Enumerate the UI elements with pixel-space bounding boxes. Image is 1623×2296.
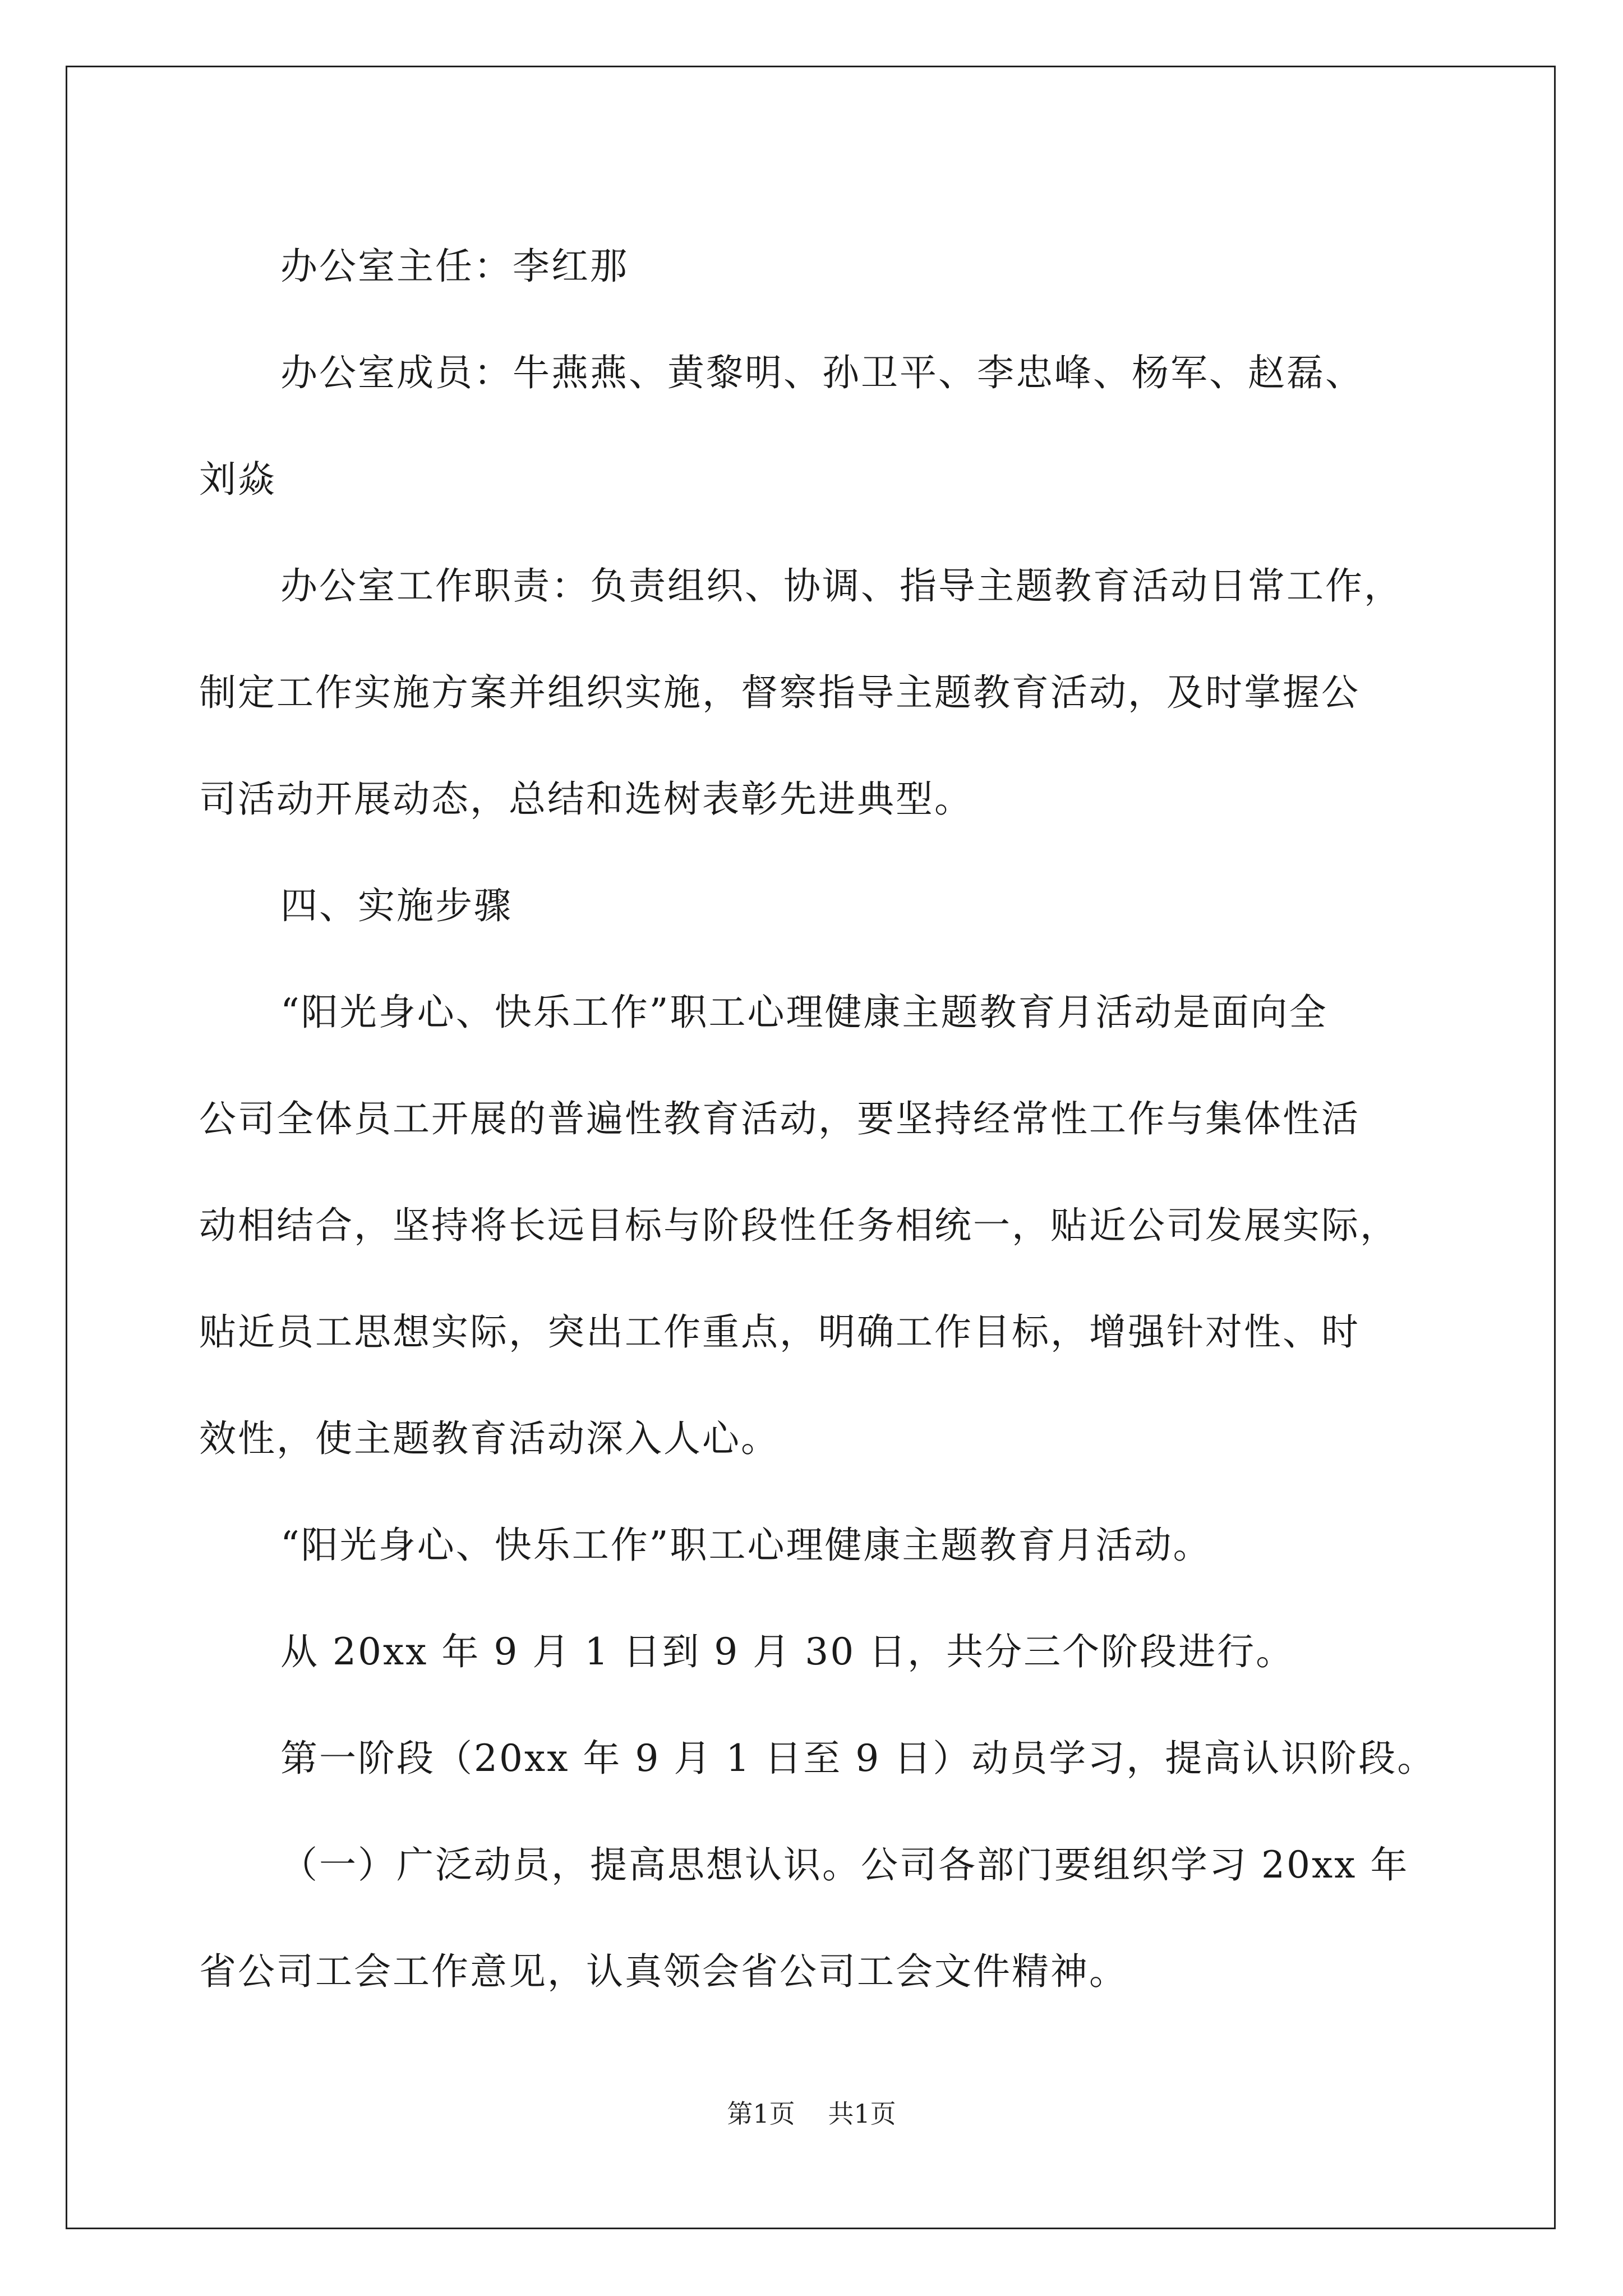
text-line: “阳光身心、快乐工作”职工心理健康主题教育月活动是面向全 [280, 991, 1328, 1034]
page-footer [0, 2097, 1623, 2131]
text-line: 从 20xx 年 9 月 1 日到 9 月 30 日，共分三个阶段进行。 [280, 1630, 1295, 1673]
document-body [199, 213, 1436, 2025]
text-line: 办公室成员：牛燕燕、黄黎明、孙卫平、李忠峰、杨军、赵磊、 [280, 351, 1364, 394]
text-line: 第一阶段（20xx 年 9 月 1 日至 9 日）动员学习，提高认识阶段。 [280, 1737, 1436, 1780]
text-line: 办公室工作职责：负责组织、协调、指导主题教育活动日常工作， [280, 564, 1403, 608]
text-line: 制定工作实施方案并组织实施，督察指导主题教育活动，及时掌握公 [199, 671, 1360, 714]
text-line: 司活动开展动态，总结和选树表彰先进典型。 [199, 777, 973, 821]
page-number: 第1页 [727, 2099, 795, 2129]
text-line: 刘焱 [199, 458, 276, 501]
text-line: 贴近员工思想实际，突出工作重点，明确工作目标，增强针对性、时 [199, 1310, 1360, 1354]
page-total: 共1页 [828, 2099, 896, 2129]
text-line: 办公室主任：李红那 [280, 245, 629, 288]
text-line: （一）广泛动员，提高思想认识。公司各部门要组织学习 20xx 年 [280, 1843, 1409, 1887]
section-heading: 四、实施步骤 [280, 884, 513, 927]
text-line: “阳光身心、快乐工作”职工心理健康主题教育月活动。 [280, 1524, 1212, 1567]
text-line: 公司全体员工开展的普遍性教育活动，要坚持经常性工作与集体性活 [199, 1097, 1360, 1140]
text-line: 动相结合，坚持将长远目标与阶段性任务相统一，贴近公司发展实际， [199, 1204, 1399, 1247]
text-line: 效性，使主题教育活动深入人心。 [199, 1417, 780, 1460]
text-line: 省公司工会工作意见，认真领会省公司工会文件精神。 [199, 1950, 1128, 1993]
